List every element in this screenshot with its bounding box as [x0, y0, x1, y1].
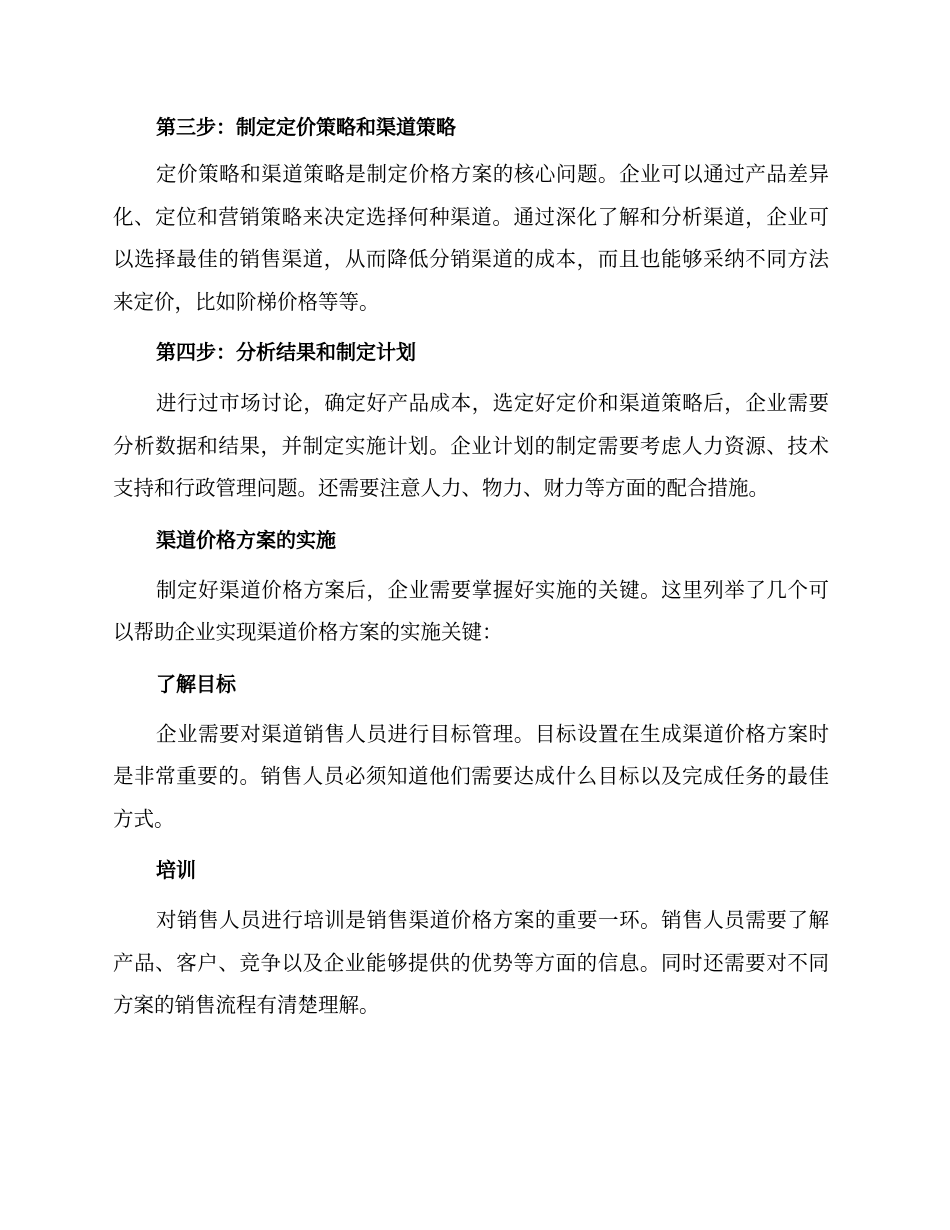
section-paragraph-implementation: 制定好渠道价格方案后，企业需要掌握好实施的关键。这里列举了几个可以帮助企业实现渠道价格方案的实施关键： [113, 577, 829, 644]
section-heading-step-three: 第三步：制定定价策略和渠道策略 [156, 115, 456, 139]
section-paragraph-step-three: 定价策略和渠道策略是制定价格方案的核心问题。企业可以通过产品差异化、定位和营销策略来决定选择何种渠道。通过深化了解和分析渠道，企业可以选择最佳的销售渠道，从而降低分销渠道的成本，而且也能够采纳不同方法来定价，比如阶梯价格等等。 [113, 162, 829, 314]
section-heading-goals: 了解目标 [156, 671, 236, 696]
document-page [113, 107, 829, 1027]
section-paragraph-training: 对销售人员进行培训是销售渠道价格方案的重要一环。销售人员需要了解产品、客户、竞争以及企业能够提供的优势等方面的信息。同时还需要对不同方案的销售流程有清楚理解。 [113, 908, 829, 1017]
section-heading-implementation: 渠道价格方案的实施 [156, 527, 336, 552]
section-paragraph-step-four: 进行过市场讨论，确定好产品成本，选定好定价和渠道策略后，企业需要分析数据和结果，并制定实施计划。企业计划的制定需要考虑人力资源、技术支持和行政管理问题。还需要注意人力、物力、财力等方面的配合措施。 [113, 391, 829, 500]
section-heading-step-four: 第四步：分析结果和制定计划 [156, 340, 416, 364]
section-heading-training: 培训 [156, 858, 196, 882]
section-paragraph-goals: 企业需要对渠道销售人员进行目标管理。目标设置在生成渠道价格方案时是非常重要的。销售人员必须知道他们需要达成什么目标以及完成任务的最佳方式。 [113, 721, 829, 831]
